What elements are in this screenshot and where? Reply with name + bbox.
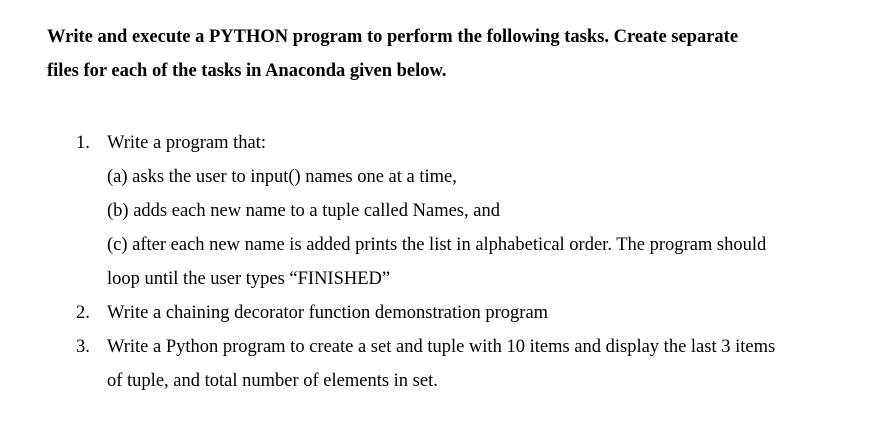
task-number: 3. <box>76 337 90 357</box>
task-3-line-2: of tuple, and total number of elements in set. <box>107 371 438 391</box>
task-item-3 <box>76 330 876 398</box>
instructions-heading <box>47 20 877 88</box>
task-1-line-1: Write a program that: <box>107 133 267 153</box>
task-1-line-2: (a) asks the user to input() names one at a time, <box>107 167 457 187</box>
task-1-line-4: (c) after each new name is added prints the list in alphabetical order. The program should <box>107 235 767 255</box>
task-1-line-3: (b) adds each new name to a tuple called Names, and <box>107 201 500 221</box>
instructions-line-1: Write and execute a PYTHON program to perform the following tasks. Create separate <box>47 27 739 47</box>
task-item-2 <box>76 296 876 330</box>
task-number: 2. <box>76 303 90 323</box>
task-2-line-1: Write a chaining decorator function demonstration program <box>107 303 549 323</box>
task-item-1 <box>76 126 876 296</box>
task-3-line-1: Write a Python program to create a set and tuple with 10 items and display the last 3 items <box>107 337 776 357</box>
task-1-line-5: loop until the user types “FINISHED” <box>107 269 391 289</box>
instructions-line-2: files for each of the tasks in Anaconda given below. <box>47 61 447 81</box>
task-number: 1. <box>76 133 90 153</box>
task-list <box>76 126 876 398</box>
